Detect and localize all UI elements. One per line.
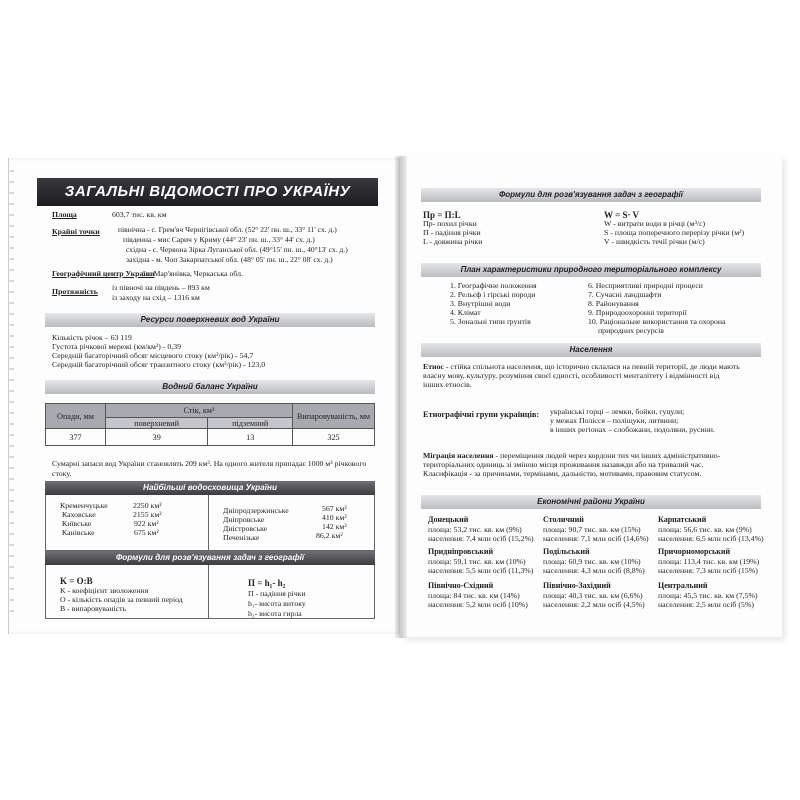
val-evaporation: 325	[293, 429, 375, 446]
col-evaporation: Випаровуваність, мм	[293, 404, 375, 429]
val-surface: 39	[106, 429, 208, 446]
formulas-divider-left	[208, 565, 209, 619]
area-value: 603,7 тис. кв. км	[112, 210, 167, 219]
region-area: площа: 40,3 тис. кв. км (6,6%)	[543, 591, 643, 600]
plan-item: 7. Сучасні ландшафти	[588, 290, 662, 299]
water-balance-header: Водний баланс України	[45, 380, 375, 394]
formula-k-desc: K - коефіцієнт зволоження	[60, 586, 149, 595]
formula-river-fall: П = h₁- h₂	[248, 578, 286, 588]
col-underground: підземний	[208, 418, 293, 429]
extent-west-east: із заходу на схід – 1316 км	[112, 293, 200, 302]
region-area: площа: 45,5 тис. кв. км (7,5%)	[658, 591, 758, 600]
surface-water-header: Ресурси поверхневих вод України	[45, 313, 375, 327]
ethno-group-polissia: у межах Полісся – поліщуки, литвини;	[550, 416, 679, 425]
region-population: населення: 2,2 млн осіб (4,5%)	[543, 600, 645, 609]
region-name: Причорноморський	[658, 547, 731, 556]
extent-label: Протяжність	[52, 287, 98, 296]
region-name: Північно-Східний	[428, 581, 494, 590]
plan-item: 8. Районування	[588, 299, 639, 308]
formula-v-desc: V - швидкість течії річки (м/с)	[604, 237, 705, 246]
col-surface: поверхневий	[106, 418, 208, 429]
reservoir-area: 922 км²	[134, 519, 159, 528]
val-underground: 13	[208, 429, 293, 446]
reservoir-area: 2155 км²	[133, 510, 162, 519]
formula-discharge: W = S· V	[604, 210, 640, 220]
reservoir-area: 567 км²	[322, 504, 347, 513]
region-area: площа: 53,2 тис. кв. км (9%)	[428, 525, 522, 534]
region-population: населення: 5,5 млн осіб (11,3%)	[428, 566, 534, 575]
region-name: Столичний	[543, 515, 584, 524]
reservoir-name: Дніпровське	[223, 515, 265, 524]
plan-item: 3. Внутрішні води	[450, 299, 511, 308]
reservoir-name: Кременчуцьке	[60, 501, 108, 510]
region-name: Центральний	[658, 581, 708, 590]
formula-p-desc-right: П - падіння річки	[423, 228, 481, 237]
region-population: населення: 7,3 млн осіб (15%)	[658, 566, 758, 575]
ethnos-term: Етнос	[423, 362, 444, 371]
region-population: населення: 7,1 млн осіб (14,6%)	[543, 534, 649, 543]
reservoir-area: 2250 км²	[133, 501, 162, 510]
migration-term: Міграція населення	[423, 451, 494, 460]
region-population: населення: 6,5 млн осіб (13,4%)	[658, 534, 764, 543]
surface-rivers: Кількість річок – 63 119	[52, 333, 132, 342]
plan-item: 2. Рельєф і гірські породи	[450, 290, 536, 299]
reservoir-area: 142 км²	[322, 522, 347, 531]
region-area: площа: 59,1 тис. кв. км (10%)	[428, 557, 526, 566]
formula-b-desc: В - випаровуваність	[60, 604, 127, 613]
extreme-east: східна - с. Червона Зірка Луганської обл. (49°15' пн. ш., 40°13' сх. д.)	[126, 245, 348, 254]
formula-l-desc: L - довжина річки	[423, 237, 483, 246]
reservoir-name: Дніпродзержинське	[223, 506, 289, 515]
page-title: ЗАГАЛЬНІ ВІДОМОСТІ ПРО УКРАЇНУ	[37, 178, 378, 206]
reservoir-name: Дністровське	[223, 524, 268, 533]
ethnos-def-3: інших етносів.	[423, 380, 472, 389]
plan-item: 6. Несприятливі природні процеси	[588, 281, 703, 290]
plan-item: 4. Клімат	[450, 308, 481, 317]
migration-def-2: територіальних одиниць зі зміною місця проживання назавжди або на тривалий час.	[423, 460, 704, 469]
reservoir-name: Канівське	[62, 528, 95, 537]
economic-regions-header: Економічні райони України	[421, 495, 761, 509]
region-area: площа: 113,4 тис. кв. км (19%)	[658, 557, 760, 566]
ethno-group-other: в інших регіонах – слобожани, подоляни, русини.	[550, 425, 715, 434]
reservoir-area: 86,2 км²	[316, 531, 343, 540]
plan-item: 9. Природоохоронні території	[588, 308, 687, 317]
region-name: Донецький	[428, 515, 469, 524]
surface-local-runoff: Середній багаторічний обсяг місцевого стоку (км³/рік) - 54,7	[52, 351, 254, 360]
formula-h2-desc: h₂- висота гирла	[248, 609, 302, 618]
col-runoff: Стік, км³	[106, 404, 293, 418]
formula-humidity: K = O:B	[60, 576, 93, 586]
center-label: Географічний центр України	[52, 269, 155, 278]
ethno-groups-label: Етнографічні групи українців:	[423, 410, 540, 419]
migration-classification: Класифікація - за причинами, термінами, дальністю, мотивами, правовим статусом.	[423, 469, 702, 478]
ethnos-def-2: власну мову, культуру, розуміння своєї єдності, особливості менталітету і відмінності від	[423, 371, 720, 380]
region-name: Подільський	[543, 547, 590, 556]
extreme-north: північна - с. Грем'яч Чернігівської обл. (52° 22' пн. ш., 33° 11' сх. д.)	[118, 225, 337, 234]
reservoir-name: Київське	[62, 519, 92, 528]
region-name: Північно-Західний	[543, 581, 611, 590]
reserves-text-1: Сумарні запаси вод України становлять 209 км³. На одного жителя припадає 1000 м³ річкового	[52, 459, 367, 468]
extremes-label: Крайні точки	[52, 227, 100, 236]
reservoirs-header: Найбільші водосховища України	[45, 481, 375, 495]
formulas-header-right: Формули для розв'язування задач з географії	[421, 188, 761, 202]
formula-w-desc: W - витрати води в річці (м³/с)	[604, 219, 706, 228]
col-precipitation: Опади, мм	[46, 404, 106, 429]
population-header: Населення	[421, 343, 761, 357]
reservoir-area: 675 км²	[134, 528, 159, 537]
plan-item: 1. Географічне положення	[450, 281, 537, 290]
area-label: Площа	[52, 210, 77, 219]
formula-s-desc: S - площа поперечного перерізу річки (м²)	[604, 228, 745, 237]
region-population: населення: 5,2 млн осіб (10%)	[428, 600, 528, 609]
reserves-text-2: стоку.	[52, 469, 72, 478]
plan-header: План характеристики природного територіального комплексу	[421, 263, 761, 277]
extreme-west: західна - м. Чоп Закарпатської обл. (48° 05' пн. ш., 22° 08' сх. д.)	[126, 255, 333, 264]
formula-pr-desc: Пр- похил річки	[423, 219, 477, 228]
formulas-header-left: Формули для розв'язування задач з географії	[45, 551, 375, 565]
region-area: площа: 90,7 тис. кв. км (15%)	[543, 525, 641, 534]
center-value: : с. Мар'янівка, Черкаська обл.	[142, 269, 243, 278]
val-precipitation: 377	[46, 429, 106, 446]
extent-north-south: із півночі на південь – 893 км	[112, 283, 210, 292]
ethnos-def-1: - стійка спільнота населення, що історично склалася на певній території, де люди мають	[443, 362, 740, 371]
region-population: населення: 2,5 млн осіб (5%)	[658, 600, 754, 609]
formula-h1-desc: h₁- висота витоку	[248, 599, 306, 608]
formula-p-desc: П - падіння річки	[248, 589, 306, 598]
extreme-south: південна - мис Сарич у Криму (44° 23' пн. ш., 33° 44' сх. д.)	[123, 235, 315, 244]
region-area: площа: 56,6 тис. кв. км (9%)	[658, 525, 752, 534]
reservoirs-divider	[208, 495, 209, 551]
region-area: площа: 84 тис. кв. км (14%)	[428, 591, 520, 600]
region-name: Придніпровський	[428, 547, 494, 556]
formula-slope: Пр = П:L	[423, 210, 461, 220]
plan-item: 10. Раціональне використання та охорона	[588, 317, 726, 326]
ethno-group-mountain: українські горці – лемки, бойки, гуцули;	[550, 407, 685, 416]
region-population: населення: 4,3 млн осіб (8,8%)	[543, 566, 645, 575]
water-balance-table	[45, 403, 375, 446]
region-name: Карпатський	[658, 515, 707, 524]
surface-transit-runoff: Середній багаторічний обсяг транзитного стоку (км³/рік) - 123,0	[52, 360, 266, 369]
region-population: населення: 7,4 млн осіб (15,2%)	[428, 534, 534, 543]
plan-item: 5. Зональні типи ґрунтів	[450, 317, 531, 326]
surface-density: Густота річкової мережі (км/км²) - 0,39	[52, 342, 182, 351]
migration-def-1: - переміщення людей через кордони тих чи інших адміністративно-	[493, 451, 721, 460]
spiral-binding	[8, 170, 14, 620]
formula-o-desc: О - кількість опадів за певний період	[60, 595, 183, 604]
reservoir-area: 410 км²	[322, 513, 347, 522]
book-spine	[395, 156, 407, 638]
region-area: площа: 60,9 тис. кв. км (10%)	[543, 557, 641, 566]
plan-item: природних ресурсів	[598, 326, 664, 335]
reservoir-name: Печенізьке	[223, 533, 260, 542]
reservoir-name: Каховське	[62, 510, 96, 519]
